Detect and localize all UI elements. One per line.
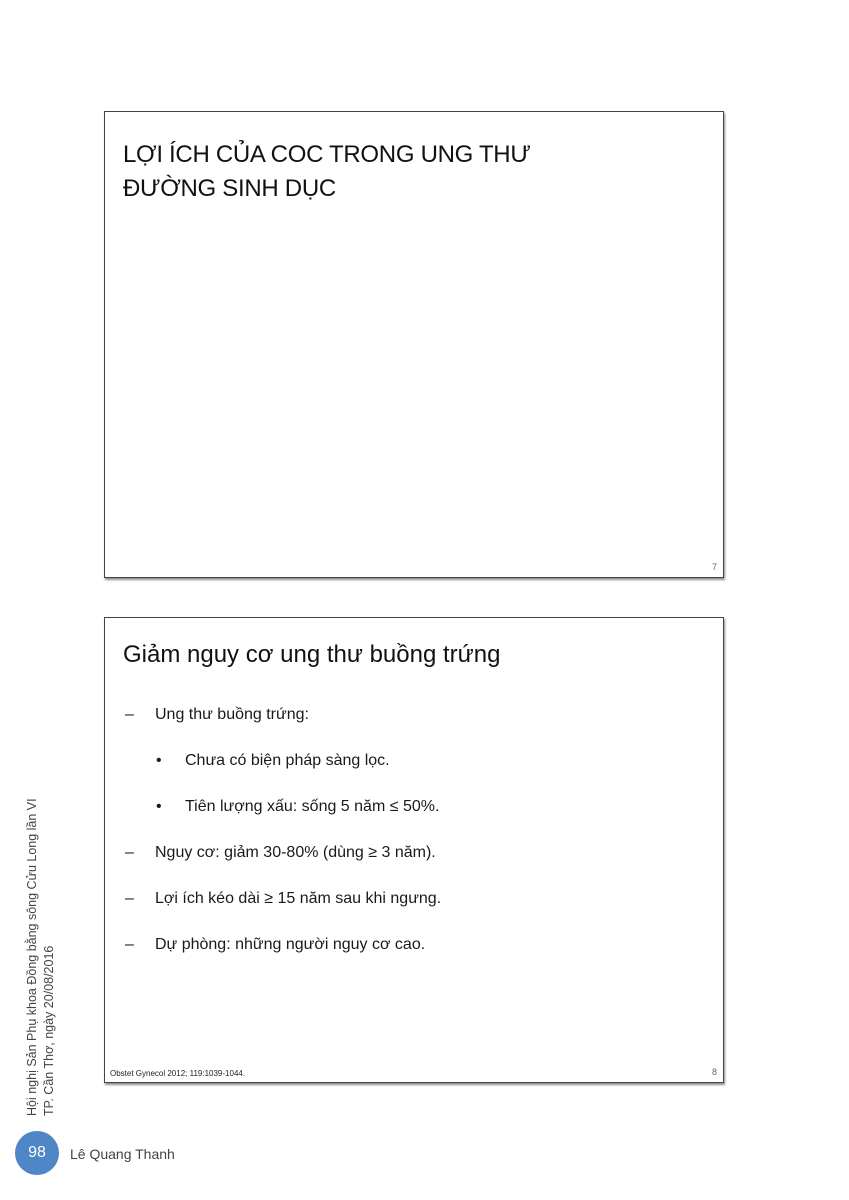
bullet-text: Lợi ích kéo dài ≥ 15 năm sau khi ngưng.	[155, 890, 442, 907]
conference-sidebar	[24, 798, 58, 1116]
bullet-list	[125, 706, 705, 956]
bullet-item	[125, 752, 705, 772]
slide-title-line: ĐƯỜNG SINH DỤC	[123, 175, 336, 202]
bullet-text: Nguy cơ: giảm 30-80% (dùng ≥ 3 năm).	[155, 844, 436, 861]
bullet-text: Dự phòng: những người nguy cơ cao.	[155, 936, 426, 953]
bullet-item	[125, 890, 705, 910]
slide-title-line: LỢI ÍCH CỦA COC TRONG UNG THƯ	[123, 141, 531, 168]
dash-marker: –	[125, 936, 134, 953]
conference-name: Hội nghị Sản Phụ khoa Đồng bằng sông Cửu Long lần VI	[25, 798, 39, 1116]
slide-number: 7	[711, 562, 717, 572]
bullet-text: Ung thư buồng trứng:	[155, 706, 309, 723]
bullet-item	[125, 706, 705, 726]
dot-marker: •	[156, 798, 162, 815]
bullet-text: Chưa có biện pháp sàng lọc.	[185, 752, 390, 769]
dash-marker: –	[125, 890, 134, 907]
bullet-item	[125, 798, 705, 818]
dash-marker: –	[125, 844, 134, 861]
slide-title	[123, 138, 683, 206]
page-number-badge: 98	[15, 1131, 59, 1175]
bullet-text: Tiên lượng xấu: sống 5 năm ≤ 50%.	[185, 798, 440, 815]
conference-date: TP. Cần Thơ, ngày 20/08/2016	[42, 945, 56, 1116]
slide-8	[104, 617, 724, 1083]
dot-marker: •	[156, 752, 162, 769]
bullet-item	[125, 844, 705, 864]
slide-title: Giảm nguy cơ ung thư buồng trứng	[123, 641, 501, 668]
slide-number: 8	[711, 1067, 717, 1077]
author-name: Lê Quang Thanh	[70, 1146, 175, 1162]
slide-7	[104, 111, 724, 578]
dash-marker: –	[125, 706, 134, 723]
reference-citation: Obstet Gynecol 2012; 119:1039-1044.	[110, 1069, 246, 1078]
bullet-item	[125, 936, 705, 956]
